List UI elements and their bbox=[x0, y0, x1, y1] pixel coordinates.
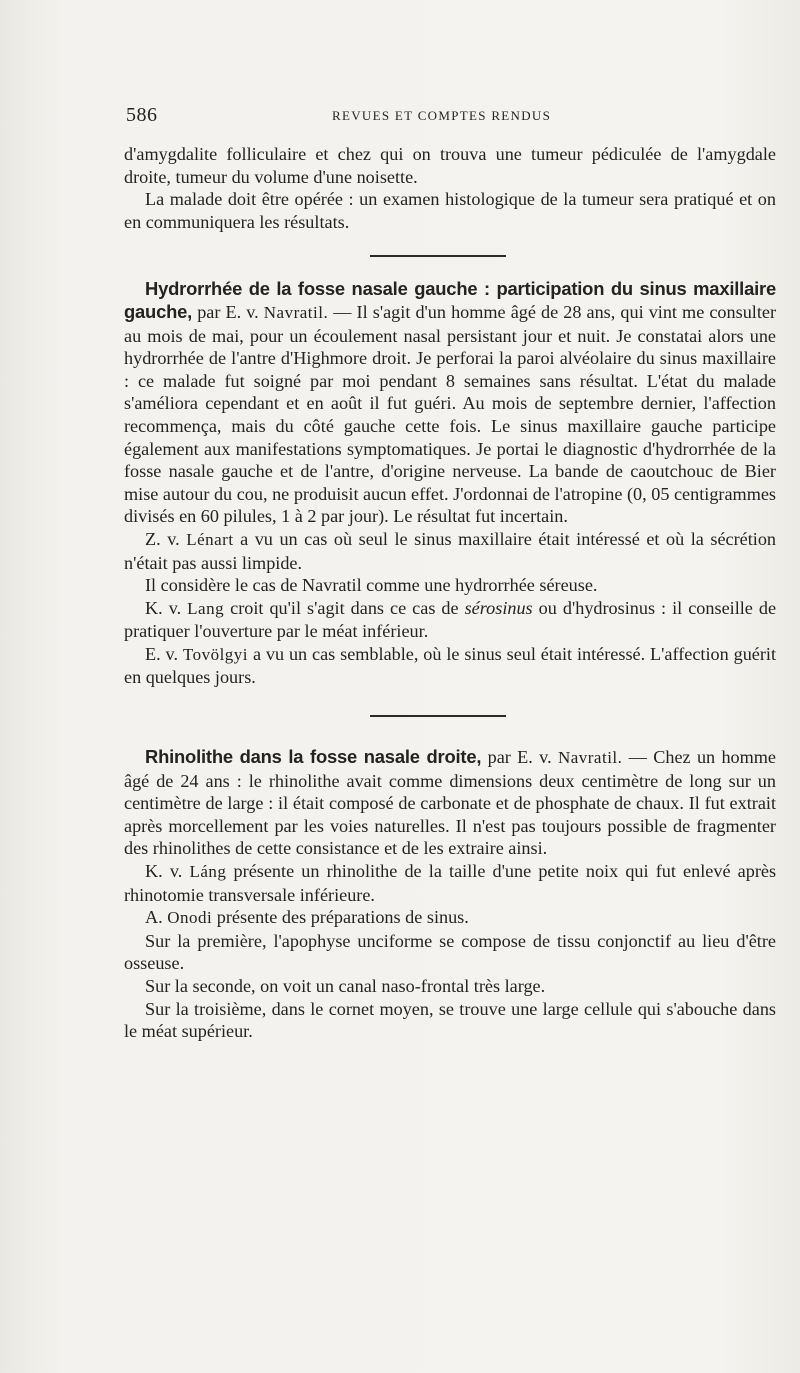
discussant-name: Onodi bbox=[167, 908, 213, 928]
page-number: 586 bbox=[126, 104, 158, 126]
section-divider bbox=[370, 715, 506, 717]
section-2-by: par E. v. bbox=[487, 747, 552, 768]
discussant-prefix: E. v. bbox=[145, 643, 178, 664]
section-1-body: — Il s'agit d'un homme âgé de 28 ans, qui vint me consulter au mois de mai, pour un écoulement nasal persistant jour et nuit. Je constatai alors une hydrorrhée de l'antre d'Highmore droit. Je perforai la paroi alvéolaire du sinus maxillaire : ce malade fut soigné par moi pendant 8 semaines sans résultat. L'état du malade s'améliora cependant et en août il fut guéri. Au mois de septembre dernier, l'affection recommença, mais du côté gauche cette fois. Le sinus maxillaire gauche participe également aux manifestations symptomatiques. Je portai le diagnostic d'hydrorrhée de la fosse nasale gauche et de l'antre, d'origine nerveuse. La bande de caoutchouc de Bier mise autour du cou, ne produisit aucun effet. J'ordonnai de l'atropine (0, 05 centigrammes divisés en 60 pilules, 1 à 2 par jour). Le résultat fut incertain. bbox=[124, 301, 777, 527]
discussant-name: Láng bbox=[189, 862, 227, 882]
section-2-discussion-3: Sur la première, l'apophyse unciforme se compose de tissu conjonctif au lieu d'être osseuse. bbox=[124, 930, 776, 974]
discussion-text: a vu un cas où seul le sinus maxillaire était intéressé et où la sécrétion n'était pas aussi limpide. bbox=[124, 528, 777, 573]
section-2-discussion-2 bbox=[124, 906, 776, 930]
section-2-title: Rhinolithe dans la fosse nasale droite, bbox=[145, 746, 482, 768]
section-1-lead-paragraph bbox=[124, 278, 776, 528]
section-2-lead-paragraph bbox=[124, 746, 776, 860]
section-2-discussion-1 bbox=[124, 860, 776, 906]
running-head: REVUES ET COMPTES RENDUS bbox=[332, 108, 552, 123]
discussant-prefix: Z. v. bbox=[145, 528, 180, 549]
intro-paragraph-1: d'amygdalite folliculaire et chez qui on trouva une tumeur pédiculée de l'amygdale droite, tumeur du volume d'une noisette. bbox=[124, 144, 776, 187]
discussant-name: Lénart bbox=[186, 529, 234, 549]
section-1-discussion-3 bbox=[124, 597, 776, 643]
discussant-name: Tovölgyi bbox=[182, 644, 249, 664]
section-1-title: Hydrorrhée de la fosse nasale gauche : participation du sinus maxillaire gauche, bbox=[124, 278, 776, 322]
discussant-prefix: K. v. bbox=[145, 861, 183, 882]
section-2-author: Navratil. bbox=[557, 748, 623, 768]
discussion-text: présente un rhinolithe de la taille d'une petite noix qui fut enlevé après rhinotomie transversale inférieure. bbox=[124, 861, 777, 905]
discussant-prefix: K. v. bbox=[145, 597, 182, 618]
section-2-discussion-4: Sur la seconde, on voit un canal naso-frontal très large. bbox=[145, 976, 546, 996]
discussion-text: ou d'hydrosinus : il conseille de pratiquer l'ouverture par le méat inférieur. bbox=[124, 597, 777, 642]
section-2-discussion-5: Sur la troisième, dans le cornet moyen, se trouve une large cellule qui s'abouche dans le méat supérieur. bbox=[124, 998, 776, 1042]
section-1-discussion-2: Il considère le cas de Navratil comme une hydrorrhée séreuse. bbox=[145, 575, 598, 596]
section-1-discussion-4 bbox=[124, 643, 776, 689]
discussant-name: Lang bbox=[187, 598, 225, 618]
section-1-discussion-1 bbox=[124, 528, 776, 574]
discussion-text: a vu un cas semblable, où le sinus seul était intéressé. L'affection guérit en quelques jours. bbox=[124, 643, 777, 688]
intro-paragraph-2: La malade doit être opérée : un examen histologique de la tumeur sera pratiqué et on en communiquera les résultats. bbox=[124, 189, 776, 232]
italic-term: sérosinus bbox=[464, 597, 533, 618]
discussant-prefix: A. bbox=[145, 907, 163, 928]
discussion-text: présente des préparations de sinus. bbox=[216, 907, 469, 928]
section-1-author: Navratil. bbox=[263, 302, 329, 322]
section-divider bbox=[370, 255, 506, 257]
page-header bbox=[126, 104, 776, 128]
discussion-text: croit qu'il s'agit dans ce cas de bbox=[230, 597, 459, 618]
page-body bbox=[124, 143, 776, 1043]
section-2-body: — Chez un homme âgé de 24 ans : le rhinolithe avait comme dimensions deux centimètre de long sur un centimètre de large : il était composé de carbonate et de phosphate de chaux. Il fut extrait après morcellement par les voies naturelles. Il n'est pas toujours possible de fragmenter des rhinolithes de cette consistance et de les extraire ainsi. bbox=[124, 747, 777, 859]
section-1-by: par E. v. bbox=[197, 301, 259, 322]
